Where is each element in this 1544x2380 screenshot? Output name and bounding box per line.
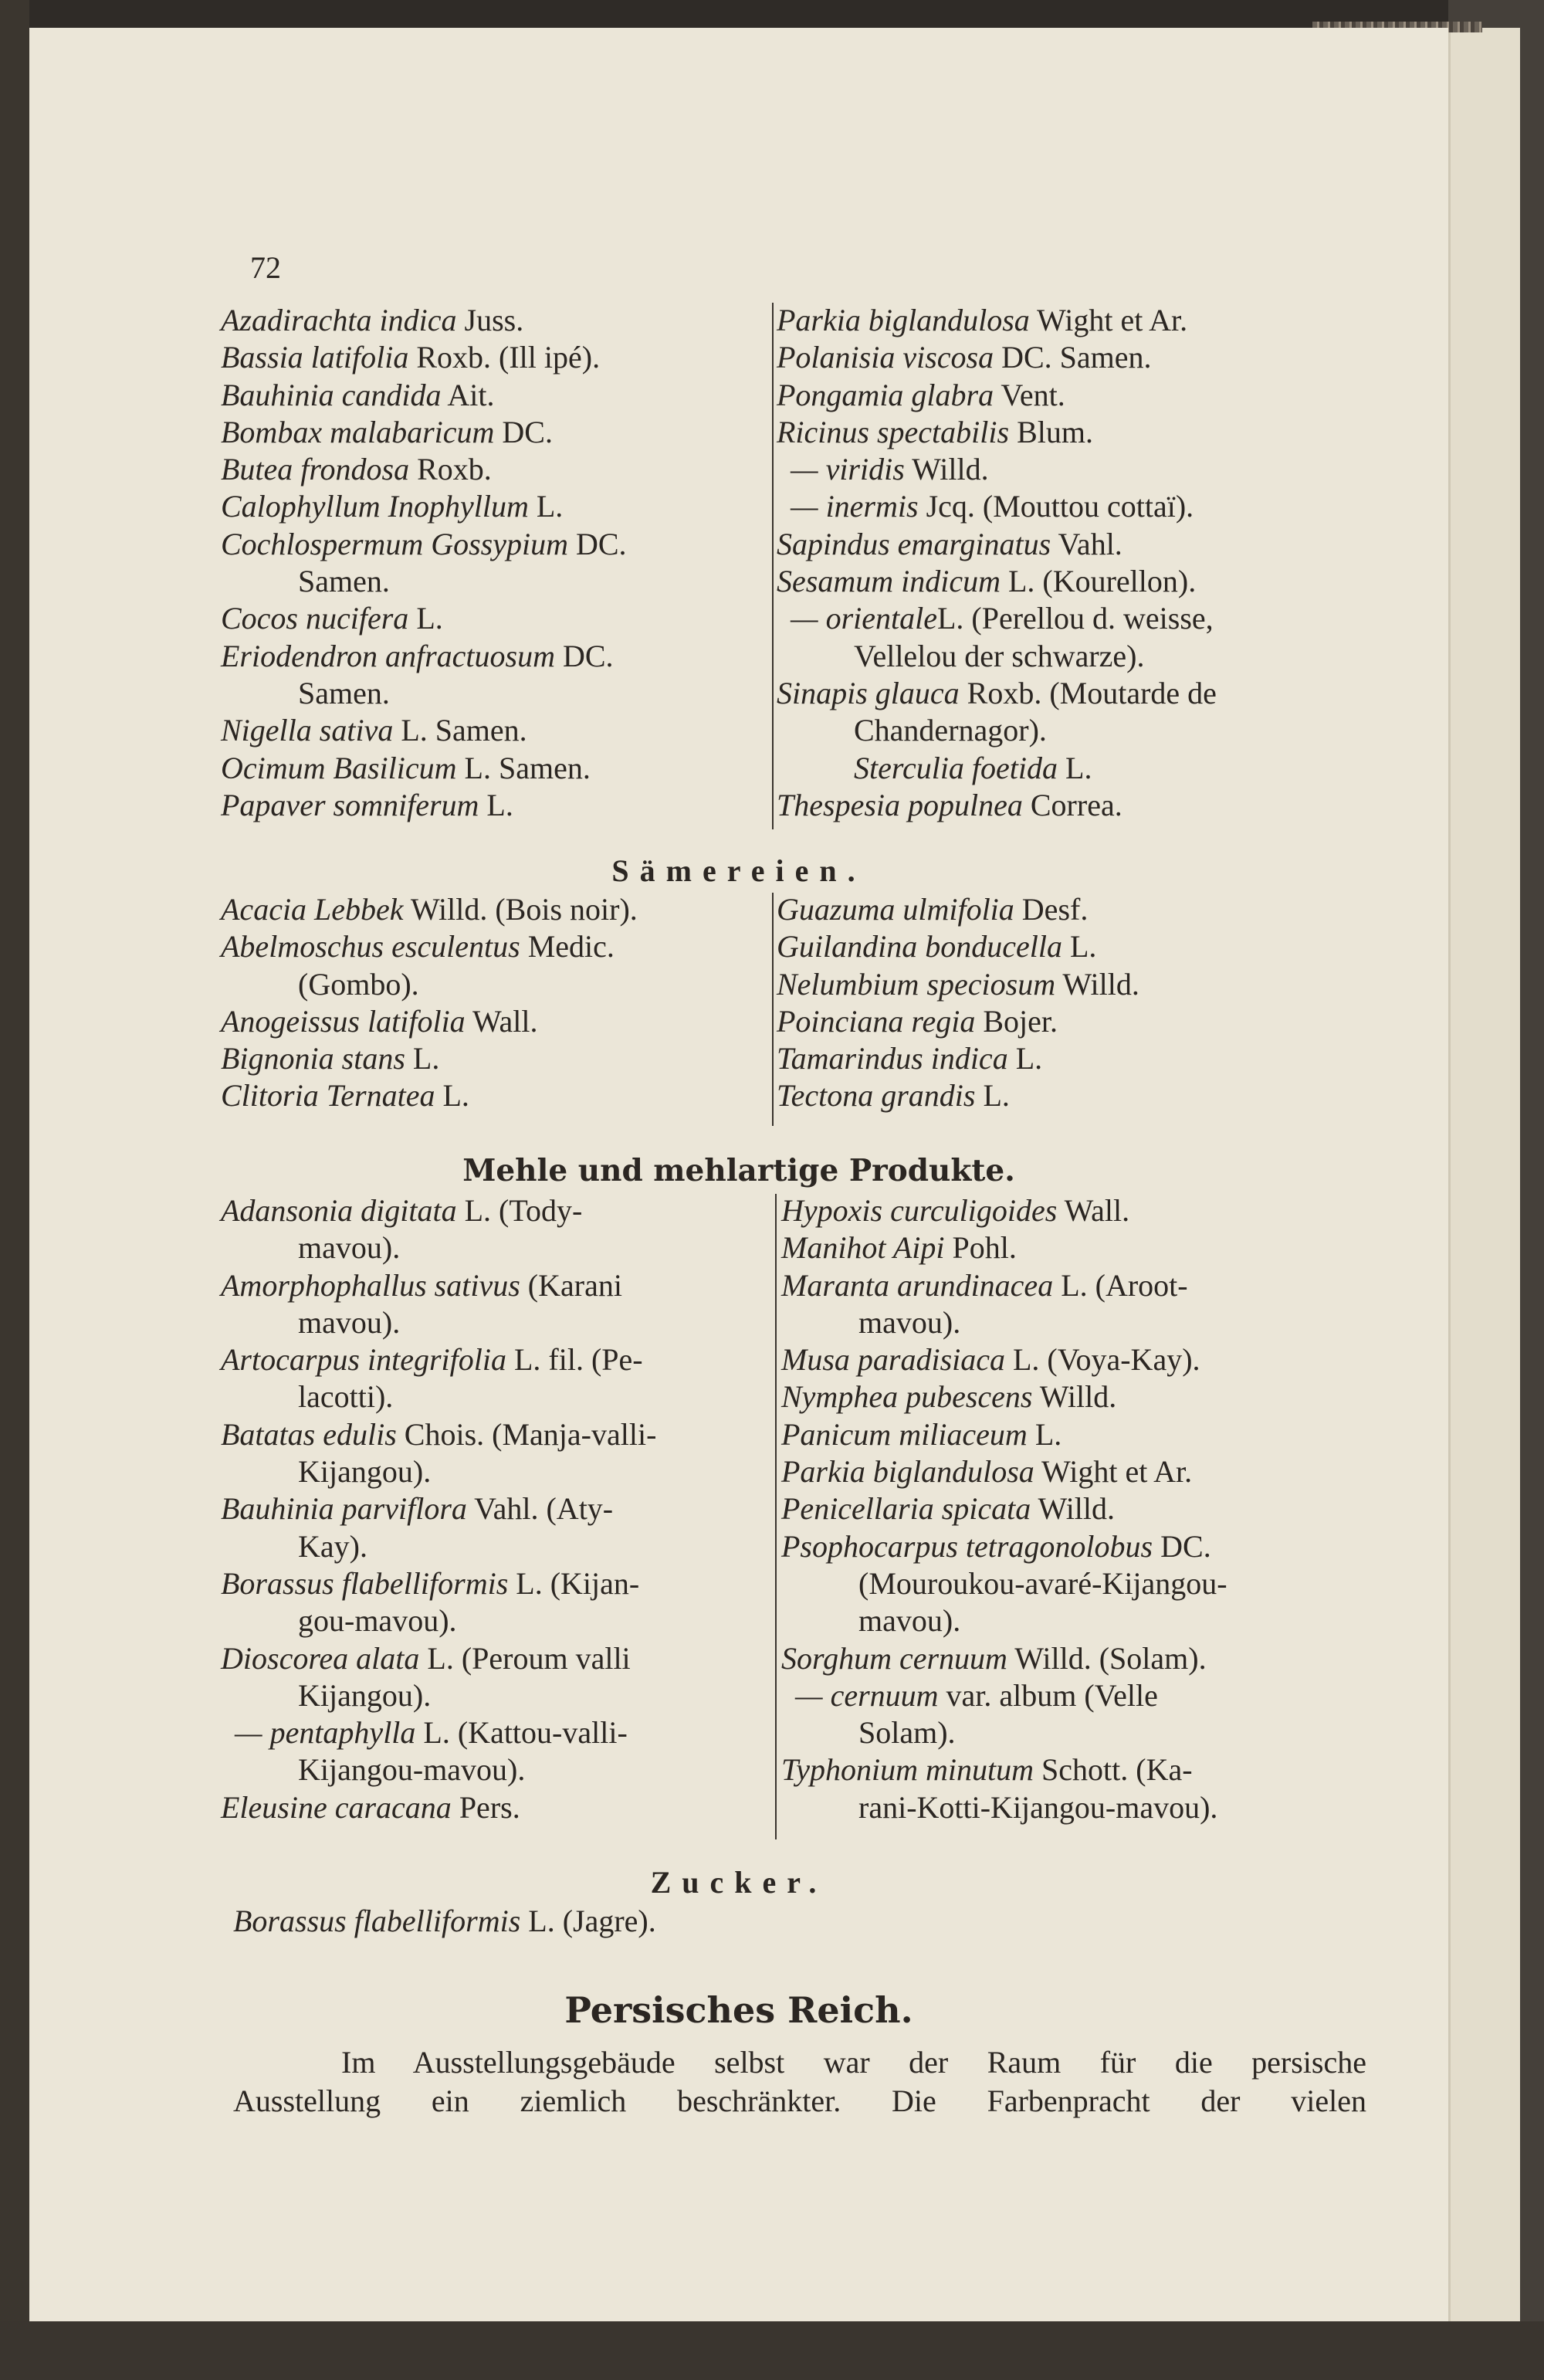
species-note: Kijangou-mavou). xyxy=(298,1752,526,1788)
species-name: Cocos nucifera xyxy=(221,601,409,636)
list-entry xyxy=(781,1565,1414,1602)
list-entry xyxy=(221,1453,792,1490)
species-name: Penicellaria spicata xyxy=(781,1491,1031,1527)
list-entry xyxy=(221,1341,792,1378)
zucker-entry-line xyxy=(233,1903,928,1940)
species-note: Juss. xyxy=(456,303,524,337)
list-entry xyxy=(221,339,792,376)
list-entry xyxy=(781,1453,1414,1490)
list-entry xyxy=(777,1003,1410,1040)
species-note: L. xyxy=(435,1078,469,1114)
list-entry xyxy=(221,302,792,339)
species-note: Kay). xyxy=(298,1528,367,1564)
list-entry xyxy=(221,712,792,749)
list-entry xyxy=(221,563,792,600)
species-name: Sinapis glauca xyxy=(777,675,960,710)
species-note: mavou). xyxy=(298,1304,401,1340)
species-note: Jcq. (Mouttou cottaï). xyxy=(918,489,1194,524)
species-name: — inermis xyxy=(791,489,919,524)
species-name: Borassus flabelliformis xyxy=(221,1565,509,1601)
species-name: Anogeissus latifolia xyxy=(221,1003,466,1039)
list-entry xyxy=(221,1490,792,1527)
species-name: Eriodendron anfractuosum xyxy=(221,638,555,673)
list-entry xyxy=(777,414,1410,451)
species-note: Blum. xyxy=(1009,414,1093,449)
block1-right-column xyxy=(777,302,1410,824)
species-name: Guazuma ulmifolia xyxy=(777,892,1014,927)
species-name: Poinciana regia xyxy=(777,1003,976,1039)
list-entry xyxy=(781,1192,1414,1229)
species-name: Papaver somniferum xyxy=(221,787,479,822)
species-name: Parkia biglandulosa xyxy=(781,1454,1034,1490)
species-note: Vent. xyxy=(994,377,1065,412)
list-entry xyxy=(777,1040,1410,1077)
list-entry xyxy=(781,1490,1414,1527)
list-entry xyxy=(221,1267,792,1304)
species-name: Cochlospermum Gossypium xyxy=(221,526,568,561)
species-name: Typhonium minutum xyxy=(781,1752,1034,1788)
species-name: — pentaphylla xyxy=(235,1715,416,1751)
block1-left-column xyxy=(221,302,792,824)
list-entry xyxy=(781,1528,1414,1565)
species-note: Wight et Ar. xyxy=(1029,303,1188,337)
species-note: (Karani xyxy=(520,1267,622,1303)
list-entry xyxy=(221,1602,792,1639)
list-entry xyxy=(777,638,1410,675)
list-entry xyxy=(221,1528,792,1565)
species-note: L. (Voya-Kay). xyxy=(1005,1342,1200,1378)
species-name: Parkia biglandulosa xyxy=(777,303,1030,337)
list-entry xyxy=(221,675,792,712)
list-entry xyxy=(781,1304,1414,1341)
list-entry xyxy=(777,675,1410,712)
species-name: Calophyllum Inophyllum xyxy=(221,489,529,524)
list-entry xyxy=(777,563,1410,600)
species-note: (Gombo). xyxy=(298,966,419,1002)
species-name: Hypoxis curculigoides xyxy=(781,1193,1058,1228)
list-entry xyxy=(781,1602,1414,1639)
species-note: Willd. (Solam). xyxy=(1007,1640,1207,1676)
species-name: Nigella sativa xyxy=(221,713,394,748)
list-entry xyxy=(221,1229,792,1266)
list-entry xyxy=(777,928,1410,965)
block3-column-divider xyxy=(775,1194,777,1839)
section-title-persisches-reich: Persisches Reich. xyxy=(564,1989,913,2031)
species-note: Willd. xyxy=(904,452,989,487)
list-entry xyxy=(777,488,1410,525)
prose-line-2: Ausstellung ein ziemlich beschränkter. Die Farbenpracht der vielen xyxy=(233,2083,1366,2118)
species-note: L. xyxy=(405,1041,440,1076)
species-note: var. album (Velle xyxy=(938,1677,1158,1713)
species-name: Panicum miliaceum xyxy=(781,1416,1028,1452)
species-name: Ocimum Basilicum xyxy=(221,750,457,785)
list-entry xyxy=(221,1751,792,1788)
list-entry xyxy=(221,1714,792,1751)
list-entry xyxy=(777,1077,1410,1114)
species-name: Tectona grandis xyxy=(777,1078,976,1114)
list-entry xyxy=(777,377,1410,414)
species-name: Abelmoschus esculentus xyxy=(221,929,520,965)
species-note: Correa. xyxy=(1022,787,1122,822)
adjacent-page-edge xyxy=(1448,28,1520,2321)
species-note: DC. Samen. xyxy=(994,340,1152,375)
list-entry xyxy=(221,891,792,928)
prose-paragraph xyxy=(233,2043,1366,2121)
prose-line-1: Im Ausstellungsgebäude selbst war der Raum für die persische xyxy=(341,2045,1366,2080)
list-entry xyxy=(777,451,1410,488)
list-entry xyxy=(777,891,1410,928)
book-page xyxy=(29,28,1448,2321)
species-note: L. xyxy=(408,601,443,636)
species-name: Butea frondosa xyxy=(221,452,410,487)
species-note: L. xyxy=(1062,929,1097,965)
species-note: Kijangou). xyxy=(298,1454,432,1490)
species-note: Roxb. (Moutarde de xyxy=(959,675,1217,710)
list-entry xyxy=(221,1040,792,1077)
list-entry xyxy=(777,302,1410,339)
list-entry xyxy=(781,1677,1414,1714)
heading-mehle: Mehle und mehlartige Produkte. xyxy=(462,1153,1015,1188)
species-name: Sorghum cernuum xyxy=(781,1640,1007,1676)
page-number: 72 xyxy=(250,250,281,285)
list-entry xyxy=(221,1003,792,1040)
list-entry xyxy=(221,488,792,525)
species-name: Clitoria Ternatea xyxy=(221,1078,435,1114)
species-name: Musa paradisiaca xyxy=(781,1342,1005,1378)
list-entry xyxy=(777,600,1410,637)
species-name: Azadirachta indica xyxy=(221,303,457,337)
species-name: Polanisia viscosa xyxy=(777,340,994,375)
species-note: Medic. xyxy=(520,929,615,965)
species-note: Vahl. xyxy=(1051,526,1122,561)
species-note: lacotti). xyxy=(298,1379,394,1415)
list-entry xyxy=(221,1304,792,1341)
species-name: Bauhinia parviflora xyxy=(221,1491,467,1527)
species-name: Bauhinia candida xyxy=(221,377,442,412)
list-entry xyxy=(781,1714,1414,1751)
species-note: rani-Kotti-Kijangou-mavou). xyxy=(858,1789,1218,1825)
species-name: Thespesia populnea xyxy=(777,787,1023,822)
species-name: Eleusine caracana xyxy=(221,1789,452,1825)
list-entry xyxy=(221,1077,792,1114)
zucker-entry xyxy=(233,1903,928,1940)
list-entry xyxy=(221,928,792,965)
scan-left-border xyxy=(0,0,29,2380)
list-entry xyxy=(221,1677,792,1714)
species-name: Acacia Lebbek xyxy=(221,892,404,927)
list-entry xyxy=(221,451,792,488)
list-entry xyxy=(221,1640,792,1677)
species-note: Kijangou). xyxy=(298,1677,432,1713)
list-entry xyxy=(777,712,1410,749)
species-note: Willd. xyxy=(1055,966,1139,1002)
scan-bottom-border xyxy=(0,2321,1544,2380)
block2-column-divider xyxy=(772,893,774,1126)
species-note: Ait. xyxy=(441,377,495,412)
species-note: L. xyxy=(1027,1416,1062,1452)
species-note: L. Samen. xyxy=(456,750,591,785)
species-name: Nymphea pubescens xyxy=(781,1379,1033,1415)
list-entry xyxy=(781,1789,1414,1826)
species-note: Wight et Ar. xyxy=(1034,1454,1193,1490)
species-name: — orientale xyxy=(791,601,937,636)
list-entry xyxy=(221,750,792,787)
species-name: — cernuum xyxy=(795,1677,939,1713)
species-note: Chandernagor). xyxy=(854,713,1047,748)
list-entry xyxy=(221,787,792,824)
block2-left-column xyxy=(221,891,792,1115)
list-entry xyxy=(221,526,792,563)
species-name: Artocarpus integrifolia xyxy=(221,1342,506,1378)
species-note: mavou). xyxy=(858,1603,961,1639)
species-note: Wall. xyxy=(465,1003,538,1039)
species-note: Willd. (Bois noir). xyxy=(403,892,638,927)
list-entry xyxy=(781,1341,1414,1378)
list-entry xyxy=(781,1229,1414,1266)
list-entry xyxy=(777,787,1410,824)
list-entry xyxy=(777,526,1410,563)
list-entry xyxy=(221,966,792,1003)
species-note: Pohl. xyxy=(944,1230,1017,1266)
species-note: Samen. xyxy=(298,675,390,710)
species-note: Vellelou der schwarze). xyxy=(854,638,1145,673)
species-note: Roxb. xyxy=(409,452,492,487)
heading-saemereien: Sämereien. xyxy=(611,853,866,888)
species-note: L. xyxy=(528,489,564,524)
species-note: L. (Kattou-valli- xyxy=(415,1715,628,1751)
zucker-entry-roman: L. (Jagre). xyxy=(520,1904,656,1938)
species-note: L. xyxy=(1058,750,1092,785)
species-note: L. xyxy=(975,1078,1010,1114)
species-note: L. (Peroum valli xyxy=(419,1640,631,1676)
block1-column-divider xyxy=(772,303,774,829)
species-name: Sesamum indicum xyxy=(777,564,1001,599)
species-note: L. (Kijan- xyxy=(508,1565,640,1601)
list-entry xyxy=(781,1416,1414,1453)
species-note: gou-mavou). xyxy=(298,1603,457,1639)
species-name: Amorphophallus sativus xyxy=(221,1267,520,1303)
block2-right-column xyxy=(777,891,1410,1115)
species-note: DC. xyxy=(1153,1528,1211,1564)
list-entry xyxy=(221,638,792,675)
list-entry xyxy=(781,1751,1414,1788)
species-note: L. fil. (Pe- xyxy=(506,1342,643,1378)
species-name: Nelumbium speciosum xyxy=(777,966,1056,1002)
list-entry xyxy=(221,1378,792,1415)
species-note: L. (Kourellon). xyxy=(1000,564,1197,599)
species-note: L. (Perellou d. weisse, xyxy=(936,601,1214,636)
species-note: Willd. xyxy=(1031,1491,1116,1527)
zucker-entry-italic: Borassus flabelliformis xyxy=(233,1904,521,1938)
species-note: Samen. xyxy=(298,564,390,599)
list-entry xyxy=(781,1267,1414,1304)
list-entry xyxy=(221,1565,792,1602)
species-note: Desf. xyxy=(1014,892,1089,927)
list-entry xyxy=(221,1192,792,1229)
species-note: Pers. xyxy=(451,1789,520,1825)
species-note: Chois. (Manja-valli- xyxy=(396,1416,657,1452)
species-note: DC. xyxy=(494,414,553,449)
species-name: Bassia latifolia xyxy=(221,340,409,375)
species-note: mavou). xyxy=(298,1230,401,1266)
species-name: Maranta arundinacea xyxy=(781,1267,1054,1303)
species-name: Pongamia glabra xyxy=(777,377,994,412)
species-note: L. xyxy=(1007,1041,1043,1076)
species-note: L. Samen. xyxy=(393,713,527,748)
list-entry xyxy=(777,966,1410,1003)
species-note: Wall. xyxy=(1057,1193,1130,1228)
list-entry xyxy=(777,339,1410,376)
species-name: Ricinus spectabilis xyxy=(777,414,1010,449)
block3-left-column xyxy=(221,1192,792,1826)
list-entry xyxy=(777,750,1410,787)
species-name: Sapindus emarginatus xyxy=(777,526,1051,561)
species-name: Bombax malabaricum xyxy=(221,414,495,449)
species-name: Sterculia foetida xyxy=(854,750,1058,785)
list-entry xyxy=(221,600,792,637)
species-note: Schott. (Ka- xyxy=(1034,1752,1193,1788)
species-note: mavou). xyxy=(858,1304,961,1340)
species-name: Dioscorea alata xyxy=(221,1640,420,1676)
list-entry xyxy=(781,1640,1414,1677)
species-name: Batatas edulis xyxy=(221,1416,397,1452)
heading-zucker: Zucker. xyxy=(650,1865,828,1900)
list-entry xyxy=(781,1378,1414,1415)
species-note: (Mouroukou-avaré-Kijangou- xyxy=(858,1565,1227,1601)
species-name: — viridis xyxy=(791,452,905,487)
species-name: Manihot Aipi xyxy=(781,1230,945,1266)
species-note: L. (Aroot- xyxy=(1053,1267,1188,1303)
block3-right-column xyxy=(781,1192,1414,1826)
species-note: L. xyxy=(479,787,513,822)
species-note: Vahl. (Aty- xyxy=(466,1491,614,1527)
list-entry xyxy=(221,414,792,451)
list-entry xyxy=(221,377,792,414)
species-note: DC. xyxy=(554,638,614,673)
species-note: DC. xyxy=(567,526,627,561)
species-name: Bignonia stans xyxy=(221,1041,405,1076)
species-name: Psophocarpus tetragonolobus xyxy=(781,1528,1153,1564)
species-note: L. (Tody- xyxy=(456,1193,583,1228)
list-entry xyxy=(221,1789,792,1826)
species-name: Guilandina bonducella xyxy=(777,929,1062,965)
species-note: Willd. xyxy=(1032,1379,1117,1415)
species-note: Roxb. (Ill ipé). xyxy=(408,340,601,375)
species-note: Bojer. xyxy=(975,1003,1058,1039)
list-entry xyxy=(221,1416,792,1453)
species-name: Adansonia digitata xyxy=(221,1193,457,1228)
species-name: Tamarindus indica xyxy=(777,1041,1008,1076)
species-note: Solam). xyxy=(858,1715,956,1751)
